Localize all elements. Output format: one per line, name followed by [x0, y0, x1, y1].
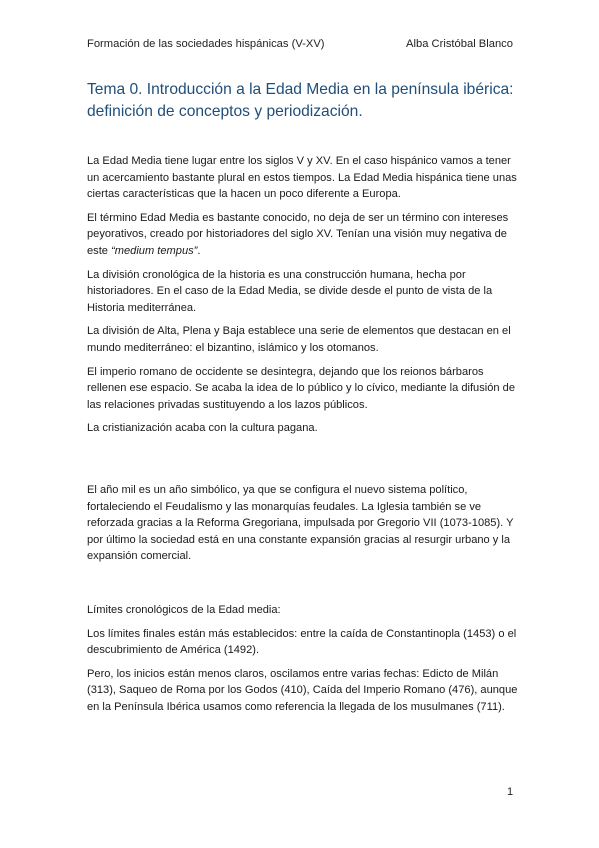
- paragraph: La división de Alta, Plena y Baja establece una serie de elementos que destacan en el mundo mediterráneo: el bizantino, islámico y los otomanos.: [87, 325, 511, 354]
- paragraph: [87, 210, 519, 260]
- header-author: Alba Cristóbal Blanco: [406, 38, 513, 50]
- paragraph: La Edad Media tiene lugar entre los siglos V y XV. En el caso hispánico vamos a tener un acercamiento bastante plural en estos tiempos. La Edad Media hispánica tiene unas ciertas características que la hacen un poco diferente a Europa.: [87, 155, 517, 201]
- section-introduction: [87, 153, 519, 444]
- section-chronological-limits: [87, 602, 519, 723]
- paragraph: La división cronológica de la historia es una construcción humana, hecha por historiadores. En el caso de la Edad Media, se divide desde el punto de vista de la Historia mediterránea.: [87, 268, 493, 314]
- section-heading: Límites cronológicos de la Edad media:: [87, 604, 281, 616]
- paragraph: La cristianización acaba con la cultura pagana.: [87, 422, 318, 435]
- paragraph-text: El término Edad Media es bastante conocido, no deja de ser un término con intereses peyorativos, creado por historiadores del siglo XV. Tenían una visión muy negativa de este: [87, 211, 509, 257]
- paragraph: Los límites finales están más establecidos: entre la caída de Constantinopla (1453) o el descubrimiento de América (1492).: [87, 627, 517, 657]
- page-number: 1: [507, 786, 514, 798]
- paragraph-text: .: [197, 244, 201, 257]
- section-year-thousand: [87, 482, 519, 572]
- header-course-title: Formación de las sociedades hispánicas (V-XV): [87, 38, 325, 50]
- paragraph: Pero, los inicios están menos claros, oscilamos entre varias fechas: Edicto de Milán (313), Saqueo de Roma por los Godos (410), Caída del Imperio Romano (476), aunque en la Península Ibérica usamos como referencia la llegada de los musulmanes (711).: [87, 667, 518, 713]
- paragraph: El imperio romano de occidente se desintegra, dejando que los reionos bárbaros rellenen ese espacio. Se acaba la idea de lo público y lo cívico, mediante la difusión de las relaciones privadas sustituyendo a los lazos públicos.: [87, 365, 515, 411]
- page-header: [87, 38, 513, 50]
- paragraph: El año mil es un año simbólico, ya que se configura el nuevo sistema político, fortaleciendo el Feudalismo y las monarquías feudales. La Iglesia también se ve reforzada gracias a la Reforma Gregoriana, impulsada por Gregorio VII (1073-1085). Y por último la sociedad está en una constante expansión gracias al resurgir urbano y la expansión comercial.: [87, 484, 514, 563]
- document-title: Tema 0. Introducción a la Edad Media en la península ibérica: definición de conceptos y periodización.: [87, 81, 514, 120]
- emphasis-text: “medium tempus”: [111, 244, 198, 257]
